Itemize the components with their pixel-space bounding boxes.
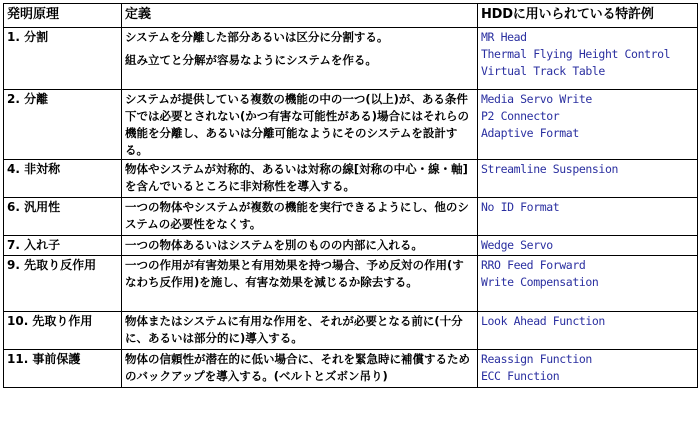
- definition-text: 組み立てと分解が容易なようにシステムを作る。: [125, 53, 377, 67]
- patents-cell: [478, 350, 698, 388]
- patent-item: Adaptive Format: [481, 126, 579, 140]
- header-definition: 定義: [122, 4, 478, 28]
- patent-item: Reassign Function: [481, 352, 592, 366]
- definition-cell: [122, 90, 478, 160]
- definition-text: 物体やシステムが対称的、あるいは対称の線[対称の中心・線・軸]を含んでいるところに非対称性を導入する。: [125, 162, 468, 193]
- table-row: [4, 90, 698, 160]
- patent-item: Virtual Track Table: [481, 64, 605, 78]
- patents-cell: [478, 90, 698, 160]
- definition-text: システムが提供している複数の機能の中の一つ(以上)が、ある条件下では必要とされない(かつ有害な可能性がある)場合にはそれらの機能を分離し、あるいは分離可能なようにそのシステムを設計する。: [125, 92, 470, 157]
- principle-cell: 6. 汎用性: [4, 198, 122, 236]
- header-patents: HDDに用いられている特許例: [478, 4, 698, 28]
- patent-item: No ID Format: [481, 200, 560, 214]
- definition-cell: [122, 256, 478, 312]
- table-row: [4, 236, 698, 256]
- table-row: [4, 198, 698, 236]
- principle-cell: 2. 分離: [4, 90, 122, 160]
- patents-cell: [478, 198, 698, 236]
- definition-cell: [122, 350, 478, 388]
- table-row: [4, 312, 698, 350]
- table-row: [4, 350, 698, 388]
- patents-cell: [478, 28, 698, 90]
- definition-text: 一つの物体あるいはシステムを別のものの内部に入れる。: [125, 238, 423, 252]
- definition-cell: [122, 198, 478, 236]
- definition-cell: [122, 312, 478, 350]
- table-row: [4, 256, 698, 312]
- definition-text: 一つの物体やシステムが複数の機能を実行できるようにし、他のシステムの必要性をなくす。: [125, 200, 469, 231]
- principle-cell: 9. 先取り反作用: [4, 256, 122, 312]
- principle-cell: 10. 先取り作用: [4, 312, 122, 350]
- patent-item: P2 Connector: [481, 109, 560, 123]
- definition-cell: [122, 28, 478, 90]
- header-row: [4, 4, 698, 28]
- patent-item: Streamline Suspension: [481, 162, 618, 176]
- definition-cell: [122, 236, 478, 256]
- patent-item: MR Head: [481, 30, 527, 44]
- principle-cell: 11. 事前保護: [4, 350, 122, 388]
- principle-cell: 7. 入れ子: [4, 236, 122, 256]
- patent-item: Wedge Servo: [481, 238, 553, 252]
- definition-text: 一つの作用が有害効果と有用効果を持つ場合、予め反対の作用(すなわち反作用)を施し、有害な効果を減じるか除去する。: [125, 258, 464, 289]
- patent-item: RRO Feed Forward: [481, 258, 586, 272]
- patent-item: ECC Function: [481, 369, 560, 383]
- patents-cell: [478, 312, 698, 350]
- patent-item: Look Ahead Function: [481, 314, 605, 328]
- definition-text: 物体またはシステムに有用な作用を、それが必要となる前に(十分に、あるいは部分的に)導入する。: [125, 314, 463, 345]
- table-row: [4, 160, 698, 198]
- table-body: [4, 28, 698, 388]
- principle-cell: 4. 非対称: [4, 160, 122, 198]
- patents-cell: [478, 256, 698, 312]
- table-row: [4, 28, 698, 90]
- patents-cell: [478, 236, 698, 256]
- principle-cell: 1. 分割: [4, 28, 122, 90]
- patent-item: Write Compensation: [481, 275, 599, 289]
- patent-item: Media Servo Write: [481, 92, 592, 106]
- definition-cell: [122, 160, 478, 198]
- patent-item: Thermal Flying Height Control: [481, 47, 671, 61]
- patents-cell: [478, 160, 698, 198]
- definition-text: システムを分離した部分あるいは区分に分割する。: [125, 30, 389, 44]
- header-principle: 発明原理: [4, 4, 122, 28]
- principles-table: [3, 3, 698, 388]
- definition-text: 物体の信頼性が潜在的に低い場合に、それを緊急時に補償するためのバックアップを導入する。(ベルトとズボン吊り): [125, 352, 470, 383]
